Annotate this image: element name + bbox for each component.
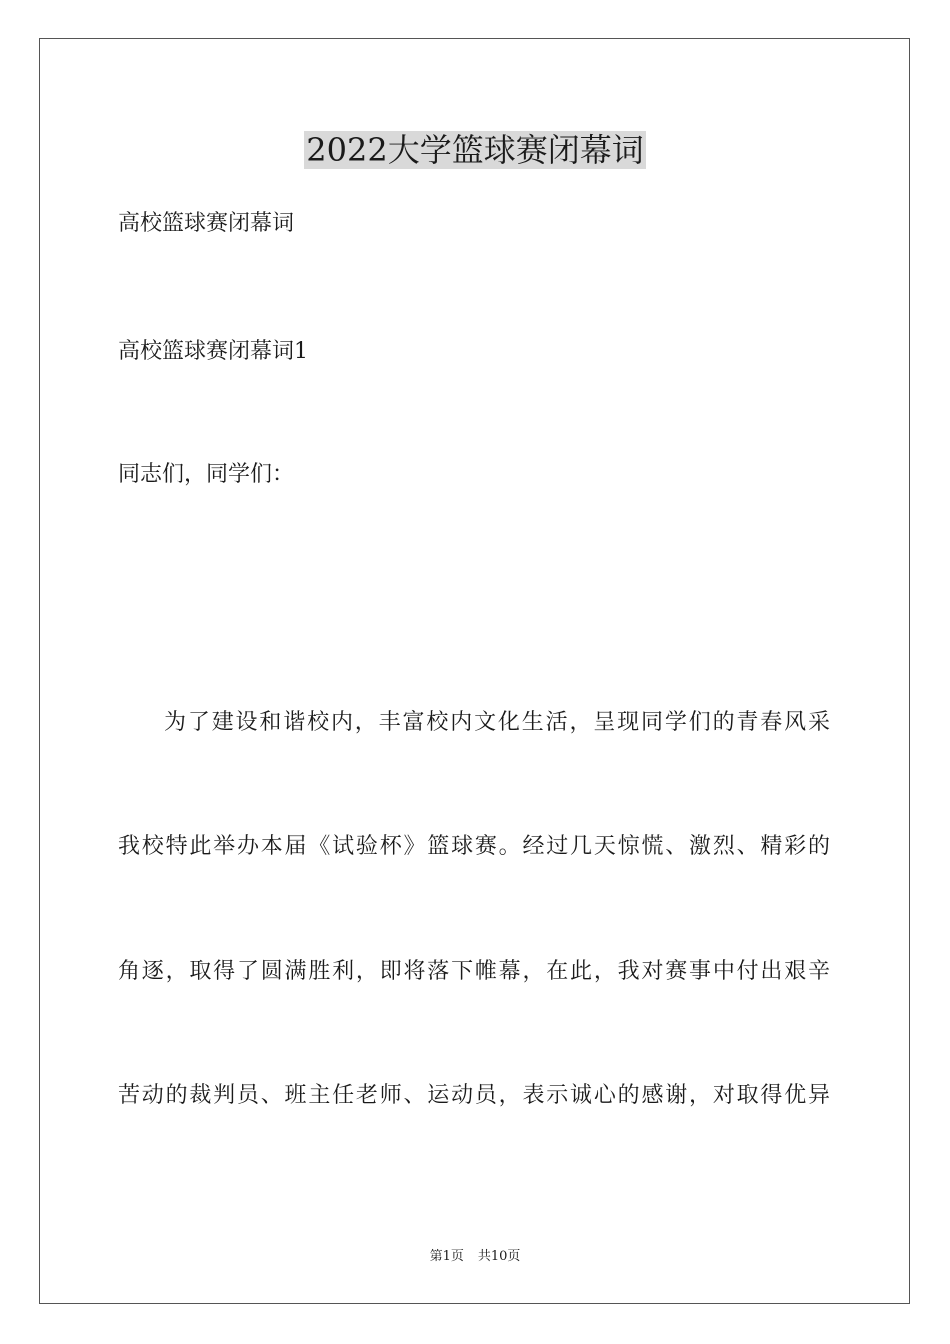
paragraph-line: 苦动的裁判员、班主任老师、运动员，表示诚心的感谢，对取得优异: [118, 1083, 830, 1108]
section-heading: 高校篮球赛闭幕词1: [118, 339, 308, 364]
title-text: 2022大学篮球赛闭幕词: [306, 131, 644, 169]
page-footer: [0, 1248, 950, 1266]
salutation: 同志们，同学们：: [118, 462, 295, 487]
paragraph-line: 角逐，取得了圆满胜利，即将落下帷幕，在此，我对赛事中付出艰辛: [118, 959, 830, 984]
page-total: 共10页: [477, 1249, 521, 1264]
document-title: [0, 128, 950, 172]
paragraph-line: 为了建设和谐校内，丰富校内文化生活，呈现同学们的青春风采: [164, 710, 830, 735]
paragraph-line: 我校特此举办本届《试验杯》篮球赛。经过几天惊慌、激烈、精彩的: [118, 834, 830, 859]
page-number: 第1页: [429, 1249, 464, 1264]
subtitle: 高校篮球赛闭幕词: [118, 211, 295, 236]
